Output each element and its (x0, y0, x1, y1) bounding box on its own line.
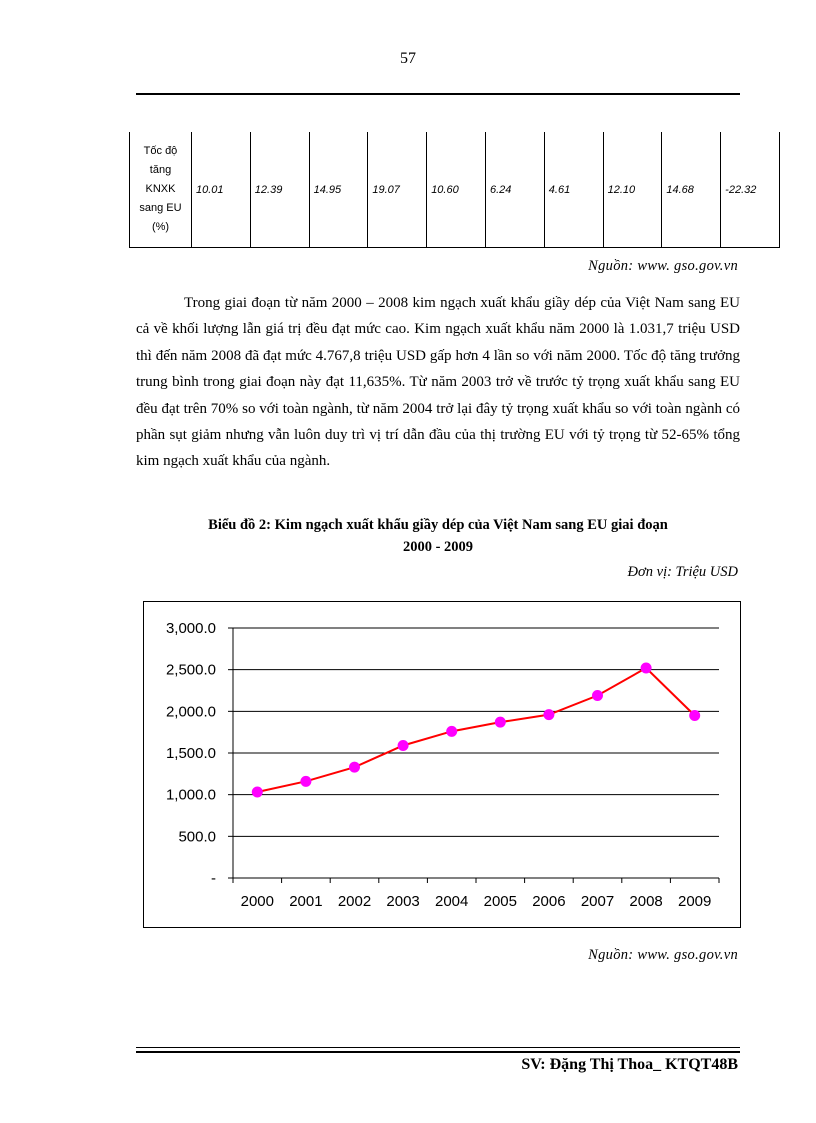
chart-caption-line-2: 2000 - 2009 (402, 539, 474, 555)
x-tick-label: 2005 (483, 893, 517, 910)
header-rule (136, 93, 740, 95)
footer-author: SV: Đặng Thị Thoa_ KTQT48B (521, 1056, 738, 1073)
table-row (130, 132, 780, 248)
row-label-line: (%) (151, 221, 170, 233)
x-tick-label: 2000 (240, 893, 274, 910)
y-tick-label: 2,500.0 (165, 661, 216, 679)
table-cell: 4.61 (544, 132, 603, 248)
data-point (252, 787, 262, 797)
footer-rule (136, 1047, 740, 1048)
row-label-line: Tốc độ (143, 145, 178, 157)
data-point (690, 711, 700, 721)
data-point (301, 776, 311, 786)
row-label-line: tăng (149, 164, 172, 176)
table-cell: -22.32 (721, 132, 780, 248)
body-paragraph: Trong giai đoạn từ năm 2000 – 2008 kim ngạch xuất khẩu giầy dép của Việt Nam sang EU cả về khối lượng lẫn giá trị đều đạt mức cao. Kim ngạch xuất khẩu năm 2000 là 1.031,7 triệu USD thì đến năm 2008 đã đạt mức 4.767,8 triệu USD gấp hơn 4 lần so với năm 2000. Tốc độ tăng trưởng trung bình trong giai đoạn này đạt 11,635%. Từ năm 2003 trở về trước tỷ trọng xuất khẩu sang EU đều đạt trên 70% so với toàn ngành, từ năm 2004 trở lại đây tỷ trọng xuất khẩu so với toàn ngành có phần sụt giảm nhưng vẫn luôn duy trì vị trí dẫn đầu của thị trường EU với tỷ trọng từ 52-65% tổng kim ngạch xuất khẩu của ngành. (136, 295, 740, 470)
data-point (350, 762, 360, 772)
data-point (593, 691, 603, 701)
page-number: 57 (400, 50, 416, 67)
y-tick-label: 3,000.0 (165, 620, 216, 637)
table-cell: 12.39 (250, 132, 309, 248)
y-tick-label: 2,000.0 (165, 703, 216, 721)
x-tick-label: 2002 (337, 893, 372, 910)
data-point (495, 717, 505, 727)
row-label-line: KNXK (145, 183, 176, 195)
table-cell: 12.10 (603, 132, 662, 248)
x-tick-label: 2006 (532, 893, 566, 910)
x-tick-label: 2004 (435, 893, 469, 910)
chart-caption-line-1: Biểu đồ 2: Kim ngạch xuất khẩu giầy dép của Việt Nam sang EU giai đoạn (208, 517, 668, 533)
table-cell: 6.24 (485, 132, 544, 248)
line-chart (144, 602, 740, 927)
chart-unit: Đơn vị: Triệu USD (627, 564, 738, 580)
row-label-line: sang EU (139, 202, 182, 214)
x-tick-label: 2007 (580, 893, 615, 910)
footer-rule (136, 1051, 740, 1053)
y-tick-label: 500.0 (178, 828, 216, 846)
x-tick-label: 2009 (678, 893, 712, 910)
y-tick-label: - (211, 870, 216, 887)
x-tick-label: 2001 (289, 893, 323, 910)
table-cell: 10.01 (192, 132, 251, 248)
table-cell: 14.95 (309, 132, 368, 248)
data-point (398, 741, 408, 751)
chart-caption (136, 514, 740, 558)
y-tick-label: 1,500.0 (165, 745, 216, 762)
data-point (447, 726, 457, 736)
row-label (130, 132, 192, 248)
chart-frame (143, 601, 741, 928)
x-tick-label: 2008 (629, 893, 663, 910)
data-point (641, 663, 651, 673)
table-cell: 10.60 (427, 132, 486, 248)
source-note: Nguồn: www. gso.gov.vn (588, 258, 738, 274)
data-point (544, 710, 554, 720)
x-tick-label: 2003 (386, 893, 420, 910)
table-cell: 19.07 (368, 132, 427, 248)
table-cell: 14.68 (662, 132, 721, 248)
growth-rate-table (129, 132, 780, 248)
series-line (257, 668, 694, 792)
y-tick-label: 1,000.0 (165, 786, 216, 804)
source-note: Nguồn: www. gso.gov.vn (588, 947, 738, 963)
